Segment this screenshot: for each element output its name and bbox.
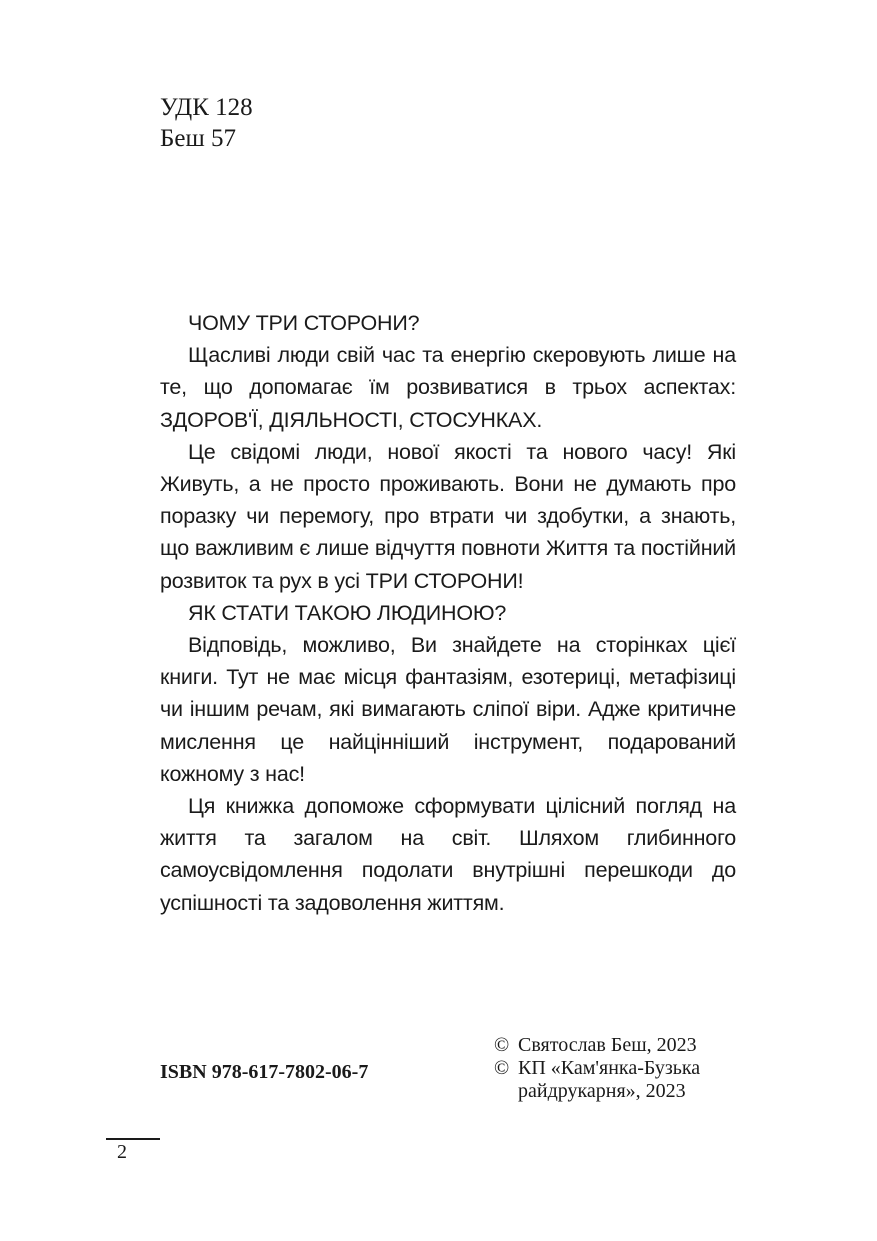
udk-code: УДК 128 (160, 94, 253, 121)
copyright-block (494, 1034, 700, 1103)
page-number: 2 (117, 1141, 127, 1163)
section-heading-how-to-become: ЯК СТАТИ ТАКОЮ ЛЮДИНОЮ? (188, 600, 507, 625)
paragraph-conscious-people: Це свідомі люди, нової якості та нового часу! Які Живуть, а не просто проживають. Вони не думають про поразку чи перемогу, про втрати чи здобутки, а знають, що важливим є лише відчуття повноти Життя та постійний розвиток та рух в усі ТРИ СТОРОНИ! (160, 439, 736, 593)
section-heading-why-three-sides: ЧОМУ ТРИ СТОРОНИ? (188, 311, 420, 335)
copyright-publisher: КП «Кам'янка-Бузька (518, 1057, 701, 1079)
folio-rule-divider (106, 1138, 160, 1140)
copyright-author-line (494, 1034, 700, 1057)
paragraph-happy-people: Щасливі люди свій час та енергію скеровують лише на те, що допомагає їм розвиватися в трьох аспектах: ЗДОРОВ'Ї, ДІЯЛЬНОСТІ, СТОСУНКАХ. (160, 343, 736, 432)
copyright-publisher-continuation: райдрукарня», 2023 (518, 1080, 686, 1102)
annotation-text (160, 307, 736, 919)
copyright-author: Святослав Беш, 2023 (518, 1034, 697, 1056)
paragraph-answer: Відповідь, можливо, Ви знайдете на сторінках цієї книги. Тут не має місця фантазіям, езотериці, метафізиці чи іншим речам, які вимагають сліпої віри. Адже критичне мислення це найцінніший інструмент, подарований кожному з нас! (160, 633, 736, 786)
copyright-publisher-line (494, 1057, 700, 1080)
copyright-icon: © (494, 1034, 510, 1056)
paragraph-book-purpose: Ця книжка допоможе сформувати цілісний погляд на життя та загалом на світ. Шляхом глибинного самоусвідомлення подолати внутрішні перешкоди до успішності та задоволення життям. (160, 794, 736, 915)
isbn: ISBN 978-617-7802-06-7 (160, 1061, 369, 1083)
classification-block (160, 92, 253, 154)
author-mark: Беш 57 (160, 125, 236, 152)
copyright-icon: © (494, 1057, 510, 1079)
